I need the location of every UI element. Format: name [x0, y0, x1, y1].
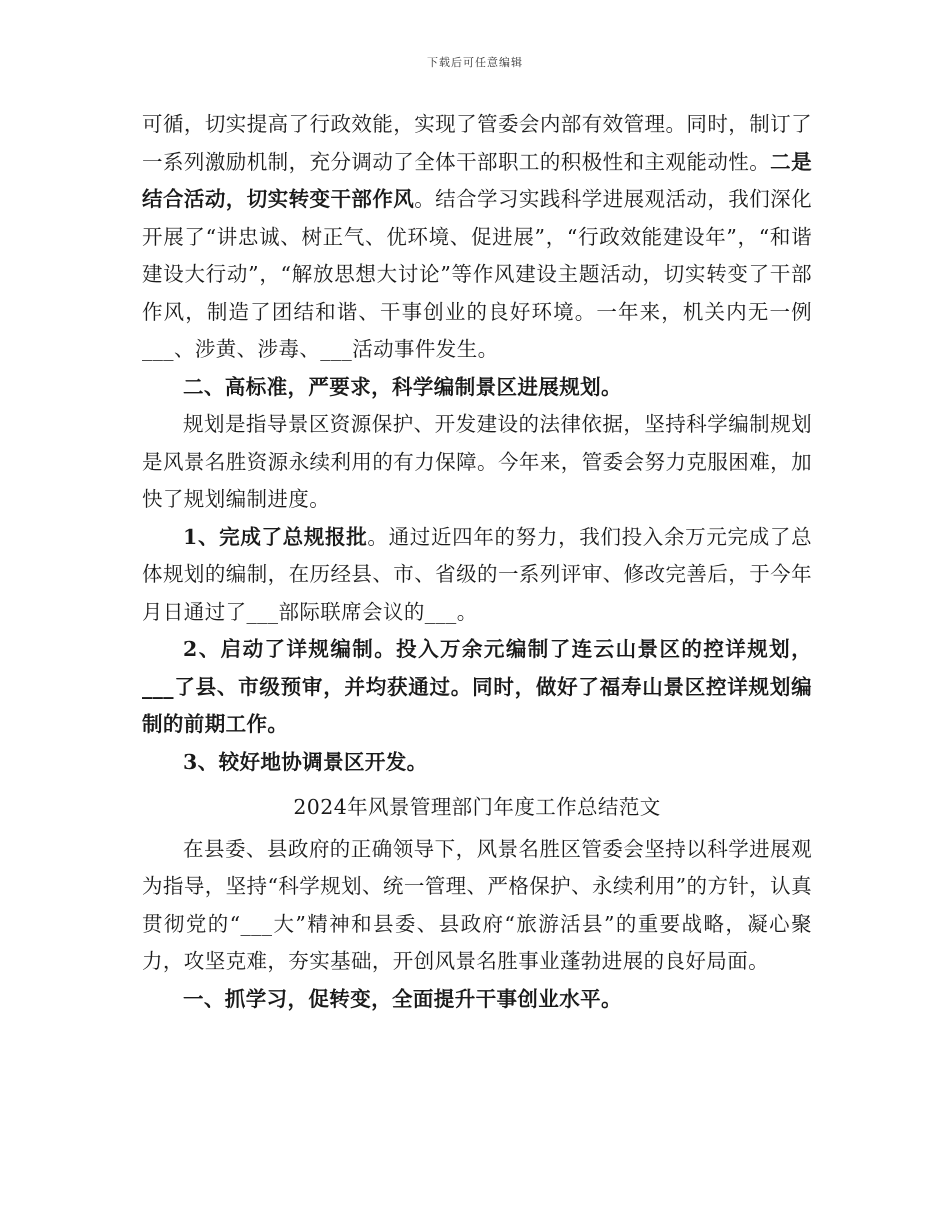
list-item-1-text: 。通过近四年的努力，我们投入余万元完成了总体规划的编制，在历经县、市、省级的一系列评审、修改完善后，于今年月日通过了___部际联席会议的___。 — [142, 524, 812, 624]
document-body — [142, 106, 812, 1018]
page-header: 下载后可任意编辑 — [427, 56, 523, 69]
paragraph-intro: 在县委、县政府的正确领导下，风景名胜区管委会坚持以科学进展观为指导，坚持“科学规划、统一管理、严格保护、永续利用”的方针，认真贯彻党的“___大”精神和县委、县政府“旅游活县”的重要战略，凝心聚力，攻坚克难，夯实基础，开创风景名胜事业蓬勃进展的良好局面。 — [142, 836, 812, 973]
bold-phrase: 二是结合活动，切实转变干部作风 — [142, 149, 812, 211]
paragraph-text: 可循，切实提高了行政效能，实现了管委会内部有效管理。同时，制订了一系列激励机制，充分调动了全体干部职工的积极性和主观能动性。 — [142, 112, 812, 174]
list-item-1-title: 1、完成了总规报批 — [183, 524, 368, 549]
paragraph-continuation — [142, 106, 812, 369]
list-item-3: 3、较好地协调景区开发。 — [183, 749, 428, 774]
section-heading-1: 一、抓学习，促转变，全面提升干事创业水平。 — [183, 986, 622, 1011]
paragraph-planning: 规划是指导景区资源保护、开发建设的法律依据，坚持科学编制规划是风景名胜资源永续利用的有力保障。今年来，管委会努力克服困难，加快了规划编制进度。 — [142, 412, 812, 511]
list-item-1 — [142, 519, 812, 632]
document-title: 2024年风景管理部门年度工作总结范文 — [293, 795, 661, 819]
paragraph-text: 。结合学习实践科学进展观活动，我们深化开展了“讲忠诚、树正气、优环境、促进展”，“行政效能建设年”，“和谐建设大行动”，“解放思想大讨论”等作风建设主题活动，切实转变了干部作风，制造了团结和谐、干事创业的良好环境。一年来，机关内无一例___、涉黄、涉毒、___活动事件发生。 — [142, 187, 812, 361]
list-item-2: 2、启动了详规编制。投入万余元编制了连云山景区的控详规划，___了县、市级预审，并均获通过。同时，做好了福寿山景区控详规划编制的前期工作。 — [142, 637, 812, 736]
section-heading-2: 二、高标准，严要求，科学编制景区进展规划。 — [183, 374, 622, 399]
